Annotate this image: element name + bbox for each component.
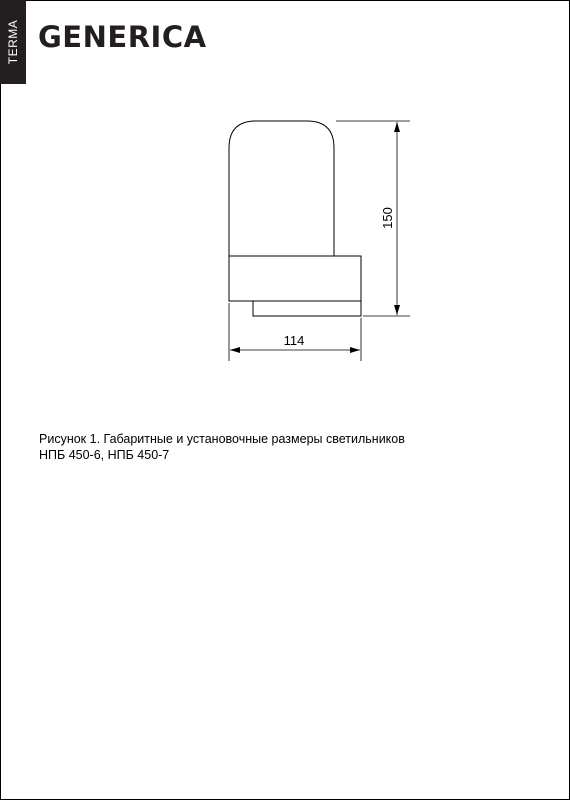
figure-caption: [39, 431, 539, 463]
side-tab-label: TERMA: [6, 19, 20, 65]
caption-line-2: НПБ 450-6, НПБ 450-7: [39, 448, 170, 462]
width-dimension-label: 114: [283, 333, 305, 348]
lamp-base: [229, 256, 361, 301]
lamp-dome: [229, 121, 334, 256]
caption-line-1: Рисунок 1. Габаритные и установочные размеры светильников: [39, 432, 405, 446]
brand-logo: GENERICA: [38, 20, 207, 54]
height-dimension-label: 150: [380, 207, 395, 229]
lamp-mount: [253, 301, 361, 316]
